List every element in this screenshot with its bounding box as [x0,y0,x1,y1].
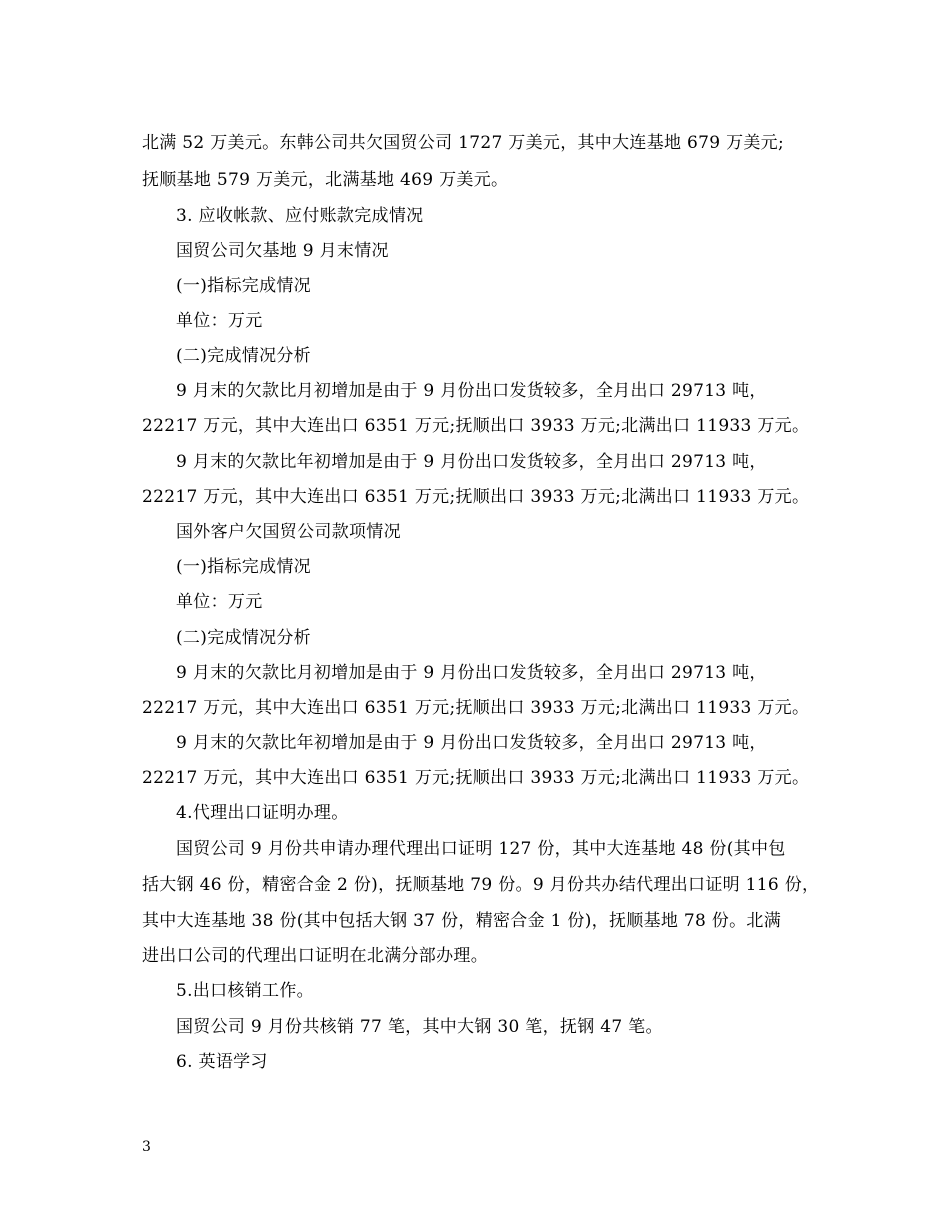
subsection-heading: (二)完成情况分析 [176,628,311,648]
text-line: 22217 万元，其中大连出口 6351 万元;抚顺出口 3933 万元;北满出口 11933 万元。 [142,487,810,507]
text-line: 22217 万元，其中大连出口 6351 万元;抚顺出口 3933 万元;北满出口 11933 万元。 [142,416,810,436]
section-heading: 4.代理出口证明办理。 [176,803,349,823]
section-heading: 5.出口核销工作。 [176,981,314,1001]
subsection-heading: 国贸公司欠基地 9 月末情况 [176,241,389,261]
unit-label: 单位：万元 [176,311,263,331]
text-line: 北满 52 万美元。东韩公司共欠国贸公司 1727 万美元，其中大连基地 679 万美元; [142,133,784,153]
text-line: 9 月末的欠款比年初增加是由于 9 月份出口发货较多，全月出口 29713 吨， [176,733,767,753]
text-line: 抚顺基地 579 万美元，北满基地 469 万美元。 [142,170,509,190]
page-number: 3 [142,1139,151,1155]
text-line: 其中大连基地 38 份(其中包括大钢 37 份，精密合金 1 份)，抚顺基地 78 份。北满 [142,911,782,931]
unit-label: 单位：万元 [176,592,263,612]
text-line: 9 月末的欠款比月初增加是由于 9 月份出口发货较多，全月出口 29713 吨， [176,663,767,683]
text-line: 9 月末的欠款比年初增加是由于 9 月份出口发货较多，全月出口 29713 吨， [176,452,767,472]
text-line: 9 月末的欠款比月初增加是由于 9 月份出口发货较多，全月出口 29713 吨， [176,381,767,401]
text-line: 国贸公司 9 月份共申请办理代理出口证明 127 份，其中大连基地 48 份(其中包 [176,839,786,859]
text-line: 国贸公司 9 月份共核销 77 笔，其中大钢 30 笔，抚钢 47 笔。 [176,1017,663,1037]
subsection-heading: (一)指标完成情况 [176,557,311,577]
text-line: 22217 万元，其中大连出口 6351 万元;抚顺出口 3933 万元;北满出口 11933 万元。 [142,768,810,788]
subsection-heading: (一)指标完成情况 [176,276,311,296]
section-heading: 3. 应收帐款、应付账款完成情况 [176,206,424,226]
text-line: 括大钢 46 份，精密合金 2 份)，抚顺基地 79 份。9 月份共办结代理出口证明 116 份， [142,875,820,895]
section-heading: 6. 英语学习 [176,1052,268,1072]
subsection-heading: (二)完成情况分析 [176,346,311,366]
text-line: 22217 万元，其中大连出口 6351 万元;抚顺出口 3933 万元;北满出口 11933 万元。 [142,698,810,718]
subsection-heading: 国外客户欠国贸公司款项情况 [176,522,401,542]
text-line: 进出口公司的代理出口证明在北满分部办理。 [142,946,488,966]
